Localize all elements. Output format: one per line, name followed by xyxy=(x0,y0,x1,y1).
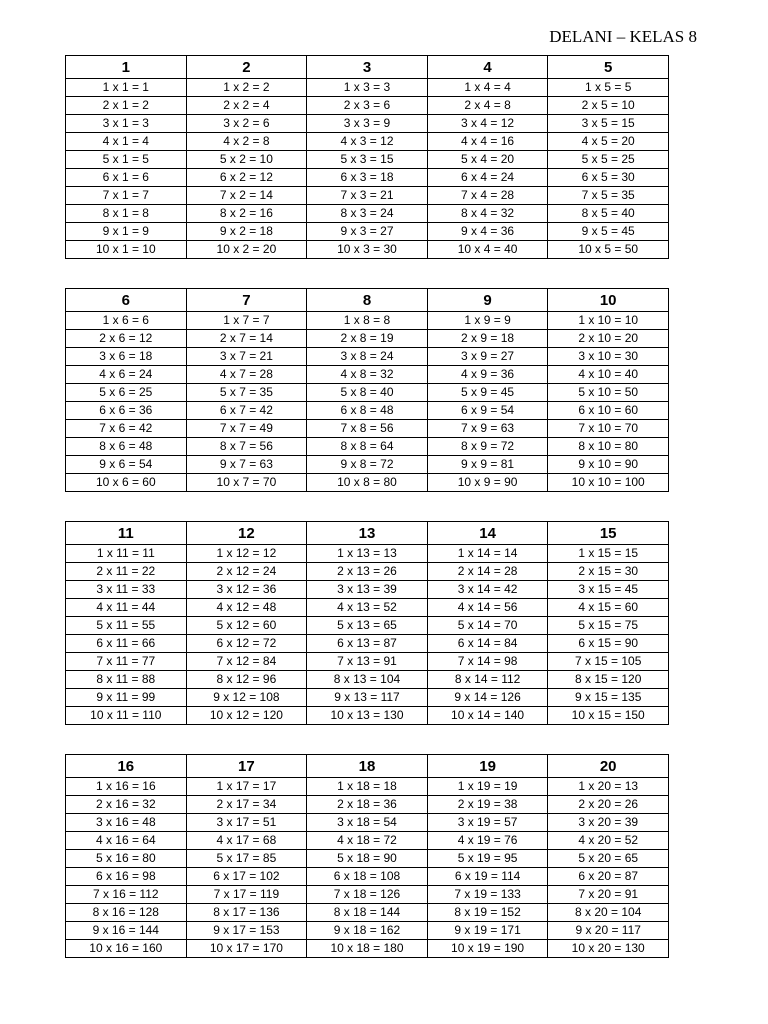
table-cell: 6 x 7 = 42 xyxy=(186,402,307,420)
table-cell: 2 x 17 = 34 xyxy=(186,796,307,814)
table-cell: 4 x 5 = 20 xyxy=(548,133,669,151)
column-header: 8 xyxy=(307,289,428,312)
table-cell: 6 x 2 = 12 xyxy=(186,169,307,187)
table-row xyxy=(66,474,669,492)
table-cell: 9 x 20 = 117 xyxy=(548,922,669,940)
table-cell: 5 x 16 = 80 xyxy=(66,850,187,868)
column-header: 4 xyxy=(427,56,548,79)
table-cell: 10 x 7 = 70 xyxy=(186,474,307,492)
table-cell: 6 x 11 = 66 xyxy=(66,635,187,653)
table-cell: 6 x 13 = 87 xyxy=(307,635,428,653)
table-cell: 8 x 10 = 80 xyxy=(548,438,669,456)
table-cell: 9 x 4 = 36 xyxy=(427,223,548,241)
table-cell: 7 x 18 = 126 xyxy=(307,886,428,904)
table-cell: 2 x 2 = 4 xyxy=(186,97,307,115)
table-cell: 4 x 16 = 64 xyxy=(66,832,187,850)
table-cell: 3 x 6 = 18 xyxy=(66,348,187,366)
table-cell: 4 x 4 = 16 xyxy=(427,133,548,151)
times-table-16-20 xyxy=(65,754,669,958)
table-cell: 4 x 13 = 52 xyxy=(307,599,428,617)
table-cell: 3 x 9 = 27 xyxy=(427,348,548,366)
table-cell: 1 x 1 = 1 xyxy=(66,79,187,97)
table-cell: 1 x 16 = 16 xyxy=(66,778,187,796)
table-cell: 3 x 4 = 12 xyxy=(427,115,548,133)
table-row xyxy=(66,312,669,330)
table-cell: 8 x 1 = 8 xyxy=(66,205,187,223)
table-cell: 2 x 5 = 10 xyxy=(548,97,669,115)
table-body xyxy=(66,312,669,492)
table-cell: 7 x 12 = 84 xyxy=(186,653,307,671)
table-row xyxy=(66,384,669,402)
table-cell: 7 x 19 = 133 xyxy=(427,886,548,904)
table-row xyxy=(66,169,669,187)
table-cell: 2 x 15 = 30 xyxy=(548,563,669,581)
table-cell: 4 x 20 = 52 xyxy=(548,832,669,850)
table-header-row xyxy=(66,755,669,778)
table-cell: 3 x 17 = 51 xyxy=(186,814,307,832)
table-cell: 1 x 7 = 7 xyxy=(186,312,307,330)
table-row xyxy=(66,563,669,581)
table-cell: 1 x 10 = 10 xyxy=(548,312,669,330)
table-cell: 2 x 10 = 20 xyxy=(548,330,669,348)
table-row xyxy=(66,205,669,223)
table-cell: 8 x 6 = 48 xyxy=(66,438,187,456)
table-cell: 3 x 16 = 48 xyxy=(66,814,187,832)
table-cell: 3 x 2 = 6 xyxy=(186,115,307,133)
table-row xyxy=(66,241,669,259)
table-cell: 1 x 8 = 8 xyxy=(307,312,428,330)
table-cell: 4 x 19 = 76 xyxy=(427,832,548,850)
table-row xyxy=(66,115,669,133)
table-cell: 6 x 14 = 84 xyxy=(427,635,548,653)
page-title: DELANI – KELAS 8 xyxy=(549,27,697,46)
tables-container xyxy=(65,55,669,987)
table-cell: 1 x 6 = 6 xyxy=(66,312,187,330)
table-row xyxy=(66,402,669,420)
table-cell: 7 x 4 = 28 xyxy=(427,187,548,205)
table-cell: 1 x 9 = 9 xyxy=(427,312,548,330)
table-cell: 4 x 7 = 28 xyxy=(186,366,307,384)
table-cell: 3 x 10 = 30 xyxy=(548,348,669,366)
table-cell: 8 x 17 = 136 xyxy=(186,904,307,922)
table-cell: 2 x 9 = 18 xyxy=(427,330,548,348)
table-row xyxy=(66,366,669,384)
table-cell: 4 x 3 = 12 xyxy=(307,133,428,151)
times-table-11-15 xyxy=(65,521,669,725)
table-cell: 7 x 5 = 35 xyxy=(548,187,669,205)
table-cell: 9 x 19 = 171 xyxy=(427,922,548,940)
table-cell: 5 x 5 = 25 xyxy=(548,151,669,169)
table-cell: 2 x 3 = 6 xyxy=(307,97,428,115)
table-cell: 9 x 12 = 108 xyxy=(186,689,307,707)
table-cell: 10 x 3 = 30 xyxy=(307,241,428,259)
table-cell: 10 x 5 = 50 xyxy=(548,241,669,259)
table-cell: 2 x 1 = 2 xyxy=(66,97,187,115)
column-header: 6 xyxy=(66,289,187,312)
table-cell: 6 x 12 = 72 xyxy=(186,635,307,653)
table-cell: 2 x 4 = 8 xyxy=(427,97,548,115)
table-body xyxy=(66,545,669,725)
table-cell: 8 x 15 = 120 xyxy=(548,671,669,689)
column-header: 13 xyxy=(307,522,428,545)
table-cell: 9 x 16 = 144 xyxy=(66,922,187,940)
table-cell: 5 x 20 = 65 xyxy=(548,850,669,868)
table-cell: 10 x 20 = 130 xyxy=(548,940,669,958)
table-row xyxy=(66,796,669,814)
table-cell: 7 x 14 = 98 xyxy=(427,653,548,671)
times-table-1-5 xyxy=(65,55,669,259)
table-row xyxy=(66,886,669,904)
table-cell: 3 x 13 = 39 xyxy=(307,581,428,599)
table-cell: 5 x 13 = 65 xyxy=(307,617,428,635)
table-cell: 1 x 12 = 12 xyxy=(186,545,307,563)
table-cell: 2 x 20 = 26 xyxy=(548,796,669,814)
table-cell: 3 x 1 = 3 xyxy=(66,115,187,133)
table-cell: 9 x 8 = 72 xyxy=(307,456,428,474)
table-cell: 4 x 9 = 36 xyxy=(427,366,548,384)
table-cell: 1 x 15 = 15 xyxy=(548,545,669,563)
table-cell: 2 x 19 = 38 xyxy=(427,796,548,814)
table-cell: 6 x 3 = 18 xyxy=(307,169,428,187)
table-cell: 10 x 19 = 190 xyxy=(427,940,548,958)
table-cell: 8 x 18 = 144 xyxy=(307,904,428,922)
table-cell: 9 x 15 = 135 xyxy=(548,689,669,707)
table-row xyxy=(66,97,669,115)
table-cell: 3 x 8 = 24 xyxy=(307,348,428,366)
table-cell: 5 x 9 = 45 xyxy=(427,384,548,402)
table-cell: 6 x 15 = 90 xyxy=(548,635,669,653)
table-cell: 5 x 2 = 10 xyxy=(186,151,307,169)
table-cell: 2 x 6 = 12 xyxy=(66,330,187,348)
table-cell: 9 x 13 = 117 xyxy=(307,689,428,707)
table-cell: 1 x 5 = 5 xyxy=(548,79,669,97)
table-cell: 10 x 12 = 120 xyxy=(186,707,307,725)
table-row xyxy=(66,151,669,169)
table-row xyxy=(66,832,669,850)
table-header-row xyxy=(66,289,669,312)
table-row xyxy=(66,814,669,832)
table-row xyxy=(66,79,669,97)
table-row xyxy=(66,545,669,563)
table-cell: 4 x 15 = 60 xyxy=(548,599,669,617)
table-cell: 7 x 7 = 49 xyxy=(186,420,307,438)
table-cell: 4 x 18 = 72 xyxy=(307,832,428,850)
table-row xyxy=(66,617,669,635)
table-cell: 4 x 17 = 68 xyxy=(186,832,307,850)
table-cell: 2 x 16 = 32 xyxy=(66,796,187,814)
table-cell: 10 x 6 = 60 xyxy=(66,474,187,492)
table-header-row xyxy=(66,56,669,79)
column-header: 10 xyxy=(548,289,669,312)
column-header: 12 xyxy=(186,522,307,545)
table-cell: 10 x 11 = 110 xyxy=(66,707,187,725)
table-cell: 7 x 13 = 91 xyxy=(307,653,428,671)
column-header: 14 xyxy=(427,522,548,545)
table-body xyxy=(66,778,669,958)
table-cell: 7 x 6 = 42 xyxy=(66,420,187,438)
table-cell: 1 x 14 = 14 xyxy=(427,545,548,563)
table-cell: 10 x 10 = 100 xyxy=(548,474,669,492)
table-cell: 6 x 5 = 30 xyxy=(548,169,669,187)
table-cell: 5 x 6 = 25 xyxy=(66,384,187,402)
table-cell: 9 x 5 = 45 xyxy=(548,223,669,241)
table-cell: 9 x 17 = 153 xyxy=(186,922,307,940)
table-cell: 9 x 6 = 54 xyxy=(66,456,187,474)
table-cell: 1 x 17 = 17 xyxy=(186,778,307,796)
table-row xyxy=(66,456,669,474)
table-row xyxy=(66,420,669,438)
table-row xyxy=(66,940,669,958)
table-cell: 2 x 14 = 28 xyxy=(427,563,548,581)
table-row xyxy=(66,850,669,868)
table-cell: 10 x 18 = 180 xyxy=(307,940,428,958)
table-cell: 5 x 18 = 90 xyxy=(307,850,428,868)
table-cell: 1 x 18 = 18 xyxy=(307,778,428,796)
table-cell: 10 x 17 = 170 xyxy=(186,940,307,958)
table-cell: 5 x 3 = 15 xyxy=(307,151,428,169)
table-cell: 4 x 10 = 40 xyxy=(548,366,669,384)
table-cell: 7 x 3 = 21 xyxy=(307,187,428,205)
table-cell: 9 x 14 = 126 xyxy=(427,689,548,707)
column-header: 18 xyxy=(307,755,428,778)
table-cell: 2 x 11 = 22 xyxy=(66,563,187,581)
table-row xyxy=(66,707,669,725)
table-cell: 6 x 20 = 87 xyxy=(548,868,669,886)
table-cell: 5 x 8 = 40 xyxy=(307,384,428,402)
table-cell: 9 x 7 = 63 xyxy=(186,456,307,474)
table-cell: 4 x 14 = 56 xyxy=(427,599,548,617)
table-cell: 9 x 10 = 90 xyxy=(548,456,669,474)
table-cell: 5 x 14 = 70 xyxy=(427,617,548,635)
table-cell: 5 x 1 = 5 xyxy=(66,151,187,169)
table-cell: 8 x 2 = 16 xyxy=(186,205,307,223)
table-cell: 6 x 8 = 48 xyxy=(307,402,428,420)
table-cell: 7 x 11 = 77 xyxy=(66,653,187,671)
column-header: 9 xyxy=(427,289,548,312)
table-row xyxy=(66,599,669,617)
table-cell: 8 x 19 = 152 xyxy=(427,904,548,922)
column-header: 5 xyxy=(548,56,669,79)
table-cell: 7 x 10 = 70 xyxy=(548,420,669,438)
column-header: 15 xyxy=(548,522,669,545)
table-cell: 3 x 14 = 42 xyxy=(427,581,548,599)
table-cell: 4 x 12 = 48 xyxy=(186,599,307,617)
table-cell: 7 x 15 = 105 xyxy=(548,653,669,671)
table-row xyxy=(66,635,669,653)
table-cell: 4 x 2 = 8 xyxy=(186,133,307,151)
table-cell: 2 x 18 = 36 xyxy=(307,796,428,814)
table-cell: 3 x 5 = 15 xyxy=(548,115,669,133)
table-cell: 6 x 10 = 60 xyxy=(548,402,669,420)
table-cell: 7 x 9 = 63 xyxy=(427,420,548,438)
table-cell: 7 x 8 = 56 xyxy=(307,420,428,438)
table-cell: 8 x 16 = 128 xyxy=(66,904,187,922)
table-cell: 9 x 3 = 27 xyxy=(307,223,428,241)
table-cell: 2 x 7 = 14 xyxy=(186,330,307,348)
column-header: 16 xyxy=(66,755,187,778)
column-header: 20 xyxy=(548,755,669,778)
column-header: 11 xyxy=(66,522,187,545)
table-cell: 4 x 1 = 4 xyxy=(66,133,187,151)
table-cell: 10 x 16 = 160 xyxy=(66,940,187,958)
table-cell: 5 x 17 = 85 xyxy=(186,850,307,868)
table-row xyxy=(66,922,669,940)
table-cell: 8 x 12 = 96 xyxy=(186,671,307,689)
table-row xyxy=(66,330,669,348)
table-cell: 3 x 12 = 36 xyxy=(186,581,307,599)
table-cell: 5 x 10 = 50 xyxy=(548,384,669,402)
column-header: 3 xyxy=(307,56,428,79)
table-cell: 9 x 18 = 162 xyxy=(307,922,428,940)
table-cell: 6 x 16 = 98 xyxy=(66,868,187,886)
table-cell: 10 x 2 = 20 xyxy=(186,241,307,259)
column-header: 1 xyxy=(66,56,187,79)
table-cell: 3 x 7 = 21 xyxy=(186,348,307,366)
table-row xyxy=(66,133,669,151)
table-cell: 6 x 1 = 6 xyxy=(66,169,187,187)
table-cell: 4 x 6 = 24 xyxy=(66,366,187,384)
table-row xyxy=(66,868,669,886)
table-cell: 7 x 17 = 119 xyxy=(186,886,307,904)
table-cell: 4 x 11 = 44 xyxy=(66,599,187,617)
table-cell: 8 x 4 = 32 xyxy=(427,205,548,223)
table-cell: 10 x 4 = 40 xyxy=(427,241,548,259)
times-table-6-10 xyxy=(65,288,669,492)
table-row xyxy=(66,187,669,205)
table-row xyxy=(66,778,669,796)
table-cell: 6 x 9 = 54 xyxy=(427,402,548,420)
table-cell: 7 x 2 = 14 xyxy=(186,187,307,205)
table-cell: 2 x 13 = 26 xyxy=(307,563,428,581)
table-cell: 6 x 19 = 114 xyxy=(427,868,548,886)
table-cell: 9 x 2 = 18 xyxy=(186,223,307,241)
table-cell: 8 x 5 = 40 xyxy=(548,205,669,223)
table-cell: 1 x 4 = 4 xyxy=(427,79,548,97)
table-cell: 8 x 9 = 72 xyxy=(427,438,548,456)
table-cell: 5 x 12 = 60 xyxy=(186,617,307,635)
table-cell: 6 x 4 = 24 xyxy=(427,169,548,187)
table-cell: 2 x 8 = 19 xyxy=(307,330,428,348)
table-cell: 6 x 17 = 102 xyxy=(186,868,307,886)
table-row xyxy=(66,653,669,671)
table-cell: 8 x 11 = 88 xyxy=(66,671,187,689)
table-cell: 9 x 11 = 99 xyxy=(66,689,187,707)
table-cell: 8 x 7 = 56 xyxy=(186,438,307,456)
table-cell: 5 x 19 = 95 xyxy=(427,850,548,868)
table-cell: 7 x 1 = 7 xyxy=(66,187,187,205)
table-cell: 1 x 13 = 13 xyxy=(307,545,428,563)
table-cell: 5 x 11 = 55 xyxy=(66,617,187,635)
table-row xyxy=(66,671,669,689)
table-cell: 1 x 20 = 13 xyxy=(548,778,669,796)
table-row xyxy=(66,904,669,922)
table-cell: 3 x 11 = 33 xyxy=(66,581,187,599)
table-cell: 10 x 15 = 150 xyxy=(548,707,669,725)
table-row xyxy=(66,689,669,707)
table-cell: 10 x 14 = 140 xyxy=(427,707,548,725)
table-cell: 7 x 20 = 91 xyxy=(548,886,669,904)
table-cell: 6 x 6 = 36 xyxy=(66,402,187,420)
table-row xyxy=(66,223,669,241)
table-row xyxy=(66,581,669,599)
table-cell: 1 x 3 = 3 xyxy=(307,79,428,97)
table-cell: 2 x 12 = 24 xyxy=(186,563,307,581)
table-cell: 8 x 8 = 64 xyxy=(307,438,428,456)
column-header: 2 xyxy=(186,56,307,79)
table-cell: 1 x 11 = 11 xyxy=(66,545,187,563)
table-cell: 10 x 13 = 130 xyxy=(307,707,428,725)
table-cell: 8 x 13 = 104 xyxy=(307,671,428,689)
table-cell: 7 x 16 = 112 xyxy=(66,886,187,904)
table-cell: 5 x 4 = 20 xyxy=(427,151,548,169)
column-header: 19 xyxy=(427,755,548,778)
table-cell: 10 x 9 = 90 xyxy=(427,474,548,492)
table-cell: 8 x 3 = 24 xyxy=(307,205,428,223)
table-cell: 5 x 7 = 35 xyxy=(186,384,307,402)
table-cell: 3 x 3 = 9 xyxy=(307,115,428,133)
table-cell: 9 x 1 = 9 xyxy=(66,223,187,241)
table-row xyxy=(66,438,669,456)
table-header-row xyxy=(66,522,669,545)
table-cell: 1 x 2 = 2 xyxy=(186,79,307,97)
column-header: 17 xyxy=(186,755,307,778)
table-cell: 1 x 19 = 19 xyxy=(427,778,548,796)
table-cell: 6 x 18 = 108 xyxy=(307,868,428,886)
table-cell: 8 x 20 = 104 xyxy=(548,904,669,922)
table-cell: 10 x 8 = 80 xyxy=(307,474,428,492)
table-cell: 10 x 1 = 10 xyxy=(66,241,187,259)
column-header: 7 xyxy=(186,289,307,312)
table-cell: 3 x 18 = 54 xyxy=(307,814,428,832)
table-cell: 9 x 9 = 81 xyxy=(427,456,548,474)
table-cell: 3 x 20 = 39 xyxy=(548,814,669,832)
table-cell: 3 x 19 = 57 xyxy=(427,814,548,832)
table-row xyxy=(66,348,669,366)
table-cell: 4 x 8 = 32 xyxy=(307,366,428,384)
table-cell: 5 x 15 = 75 xyxy=(548,617,669,635)
table-cell: 3 x 15 = 45 xyxy=(548,581,669,599)
table-cell: 8 x 14 = 112 xyxy=(427,671,548,689)
table-body xyxy=(66,79,669,259)
